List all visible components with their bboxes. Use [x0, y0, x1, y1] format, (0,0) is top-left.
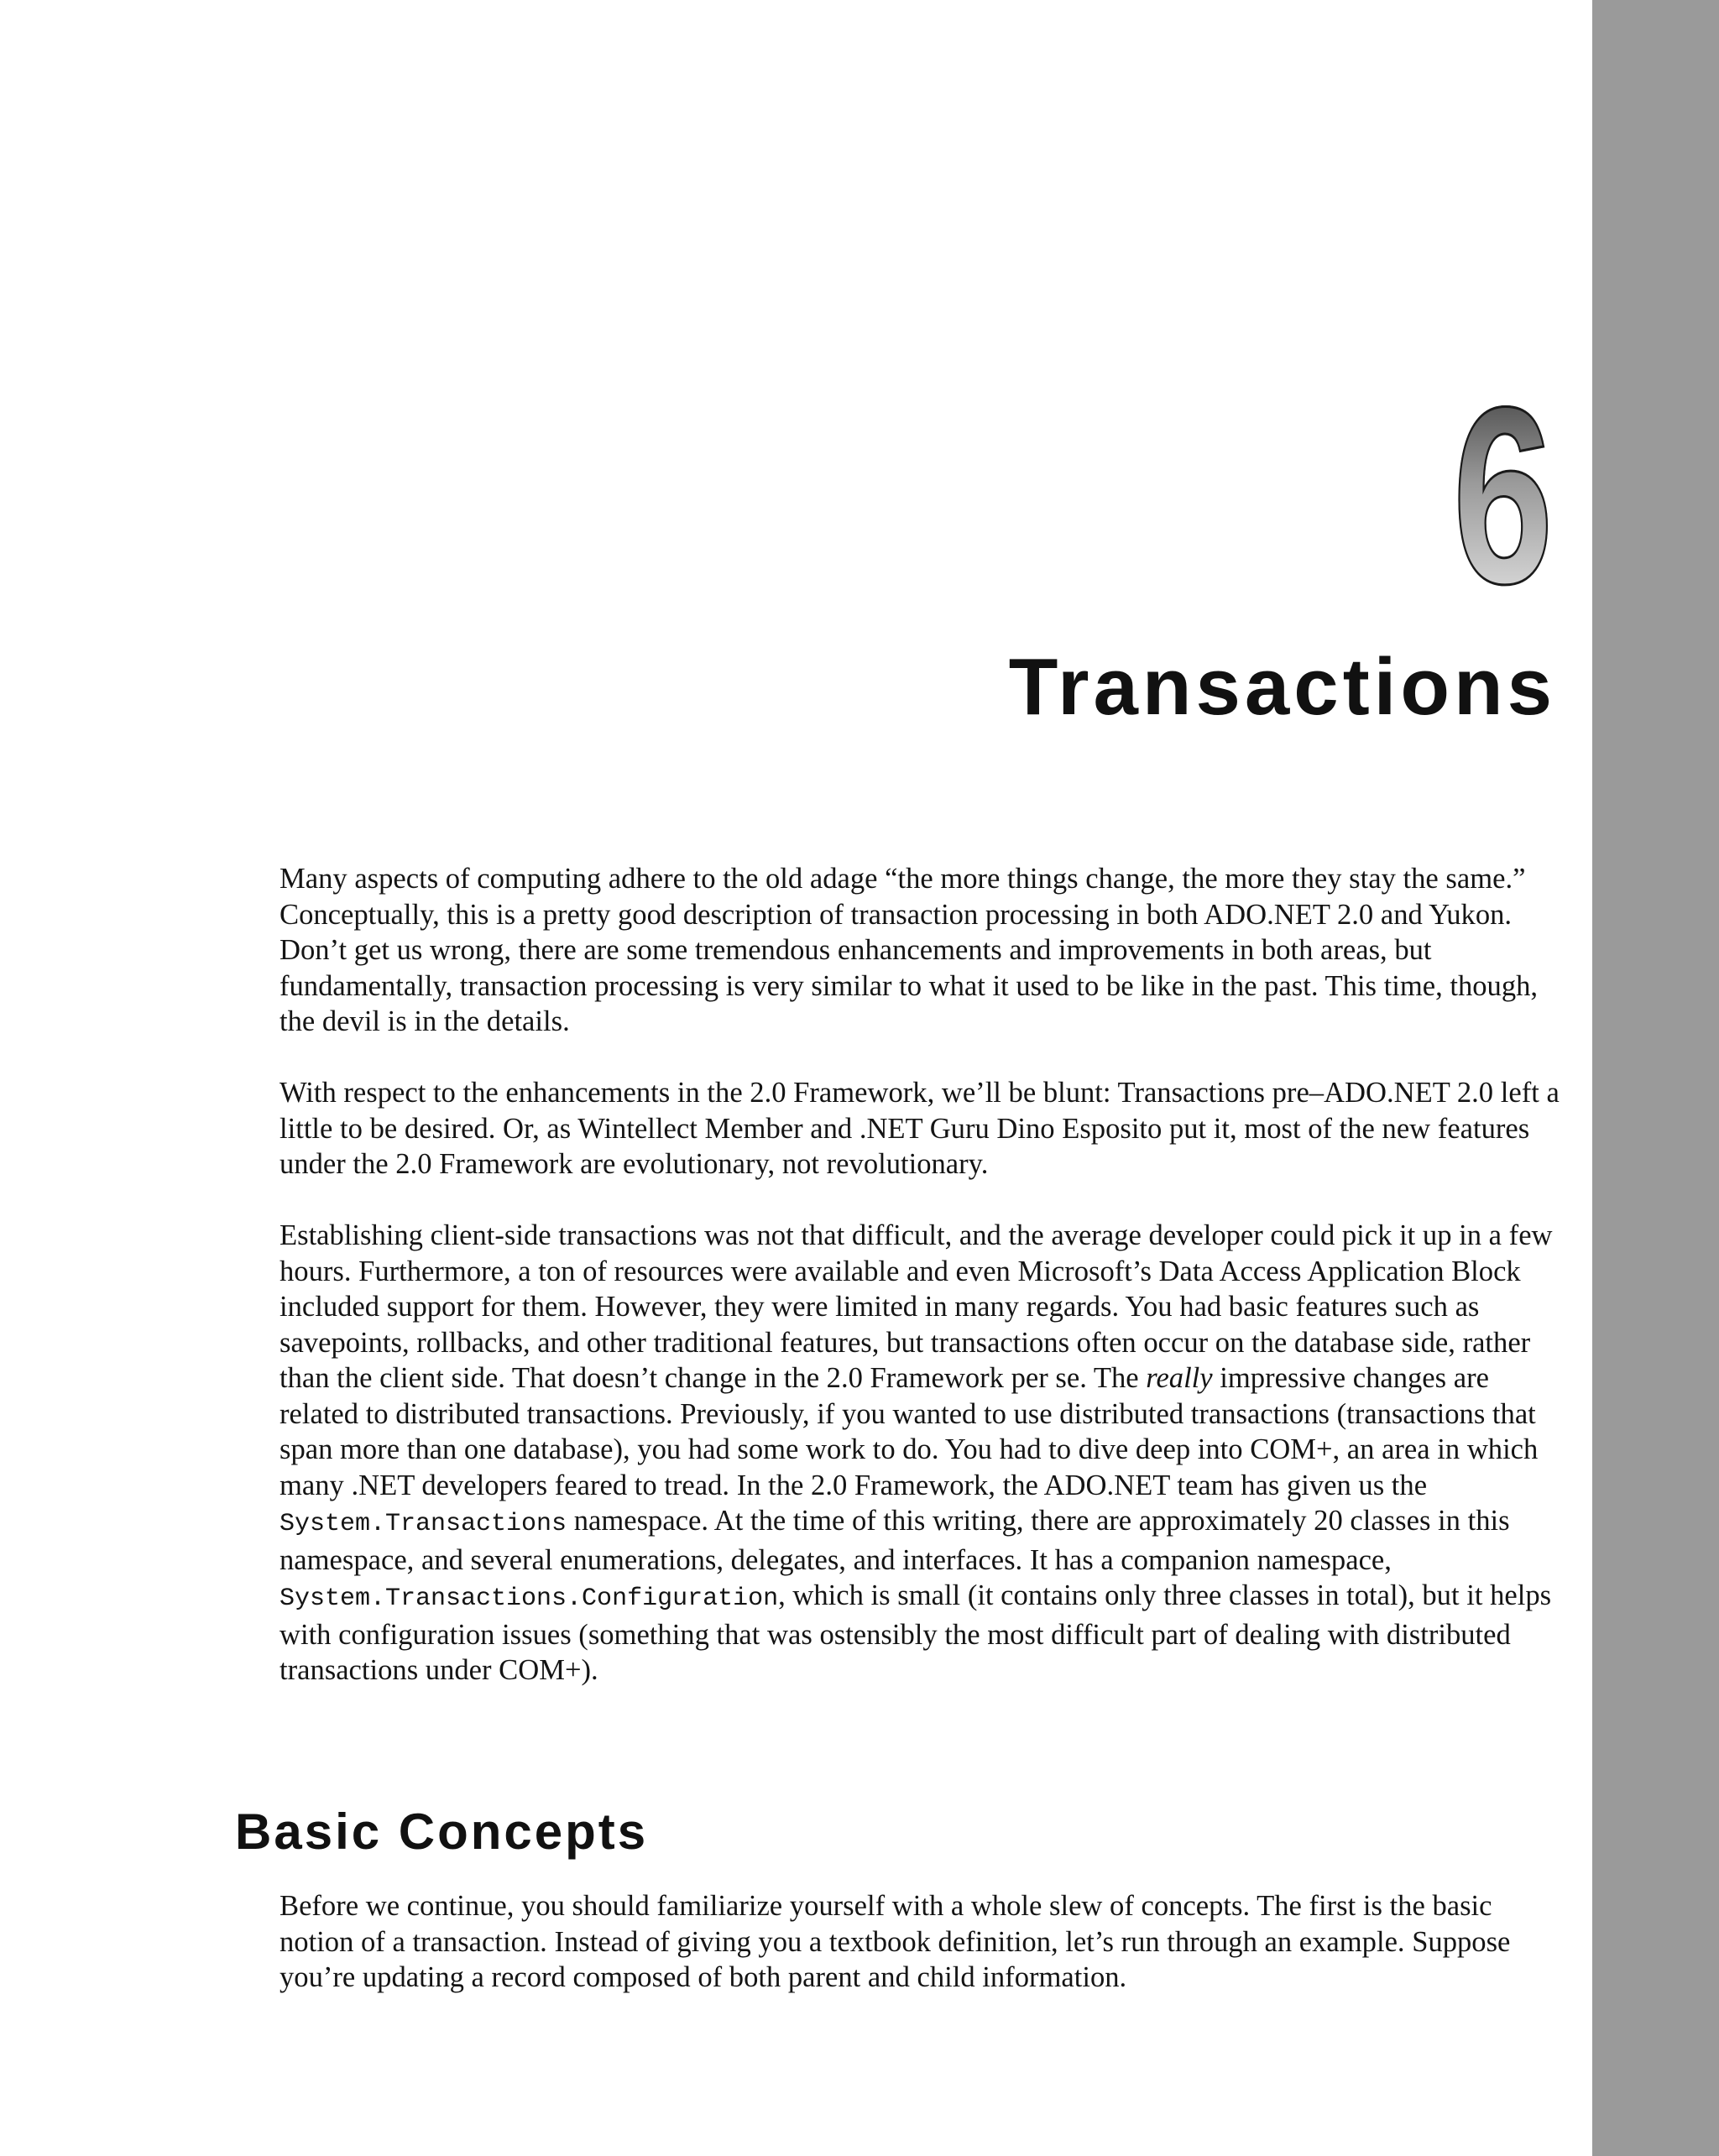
intro-paragraph-2: With respect to the enhancements in the 2.0 Framework, we’ll be blunt: Transactions pre–ADO.NET 2.0 left a little to be desired. Or, as Wintellect Member and .NET Guru Dino Esposito put it, most of the new features under the 2.0 Framework are evolutionary, not revolutionary. — [280, 1077, 1560, 1180]
intro-paragraph-3 — [280, 1218, 1560, 1689]
section-heading: Basic Concepts — [235, 1804, 649, 1860]
page-edge-tab — [1592, 0, 1719, 2156]
section-body — [280, 1888, 1560, 1996]
text-run: namespace. At the time of this writing, there are approximately 20 classes in this namespace, and several enumerations, delegates, and interfaces. It has a companion namespace, — [280, 1505, 1510, 1576]
chapter-title: Transactions — [1008, 642, 1556, 732]
code-namespace: System.Transactions — [280, 1510, 567, 1538]
intro-paragraph-1: Many aspects of computing adhere to the old adage “the more things change, the more they stay the same.” Conceptually, this is a pretty good description of transaction processing in both ADO.NET 2.0 and Yukon. Don’t get us wrong, there are some tremendous enhancements and improvements in both areas, but fundamentally, transaction processing is very similar to what it used to be like in the past. This time, though, the devil is in the details. — [280, 863, 1539, 1037]
emphasis-text: really — [1146, 1362, 1213, 1394]
code-namespace: System.Transactions.Configuration — [280, 1584, 779, 1613]
chapter-number: 6 — [1452, 354, 1551, 636]
text-run: , which is small (it contains only three classes in total), but it helps with configuration issues (something that was ostensibly the most difficult part of dealing with distributed transactions under COM+). — [280, 1579, 1552, 1686]
section-paragraph-1: Before we continue, you should familiarize yourself with a whole slew of concepts. The first is the basic notion of a transaction. Instead of giving you a textbook definition, let’s run through an example. Suppose you’re updating a record composed of both parent and child information. — [280, 1890, 1511, 1993]
text-run: impressive changes are related to distributed transactions. Previously, if you wanted to use distributed transactions (transactions that span more than one database), you had some work to do. You had to dive deep into COM+, an area in which many .NET developers feared to tread. In the 2.0 Framework, the ADO.NET team has given us the — [280, 1362, 1539, 1501]
chapter-intro — [280, 861, 1560, 1689]
text-run: Establishing client-side transactions was not that difficult, and the average developer could pick it up in a few hours. Furthermore, a ton of resources were available and even Microsoft’s Data Access Application Block included support for them. However, they were limited in many regards. You had basic features such as savepoints, rollbacks, and other traditional features, but transactions often occur on the database side, rather than the client side. That doesn’t change in the 2.0 Framework per se. The — [280, 1219, 1553, 1394]
